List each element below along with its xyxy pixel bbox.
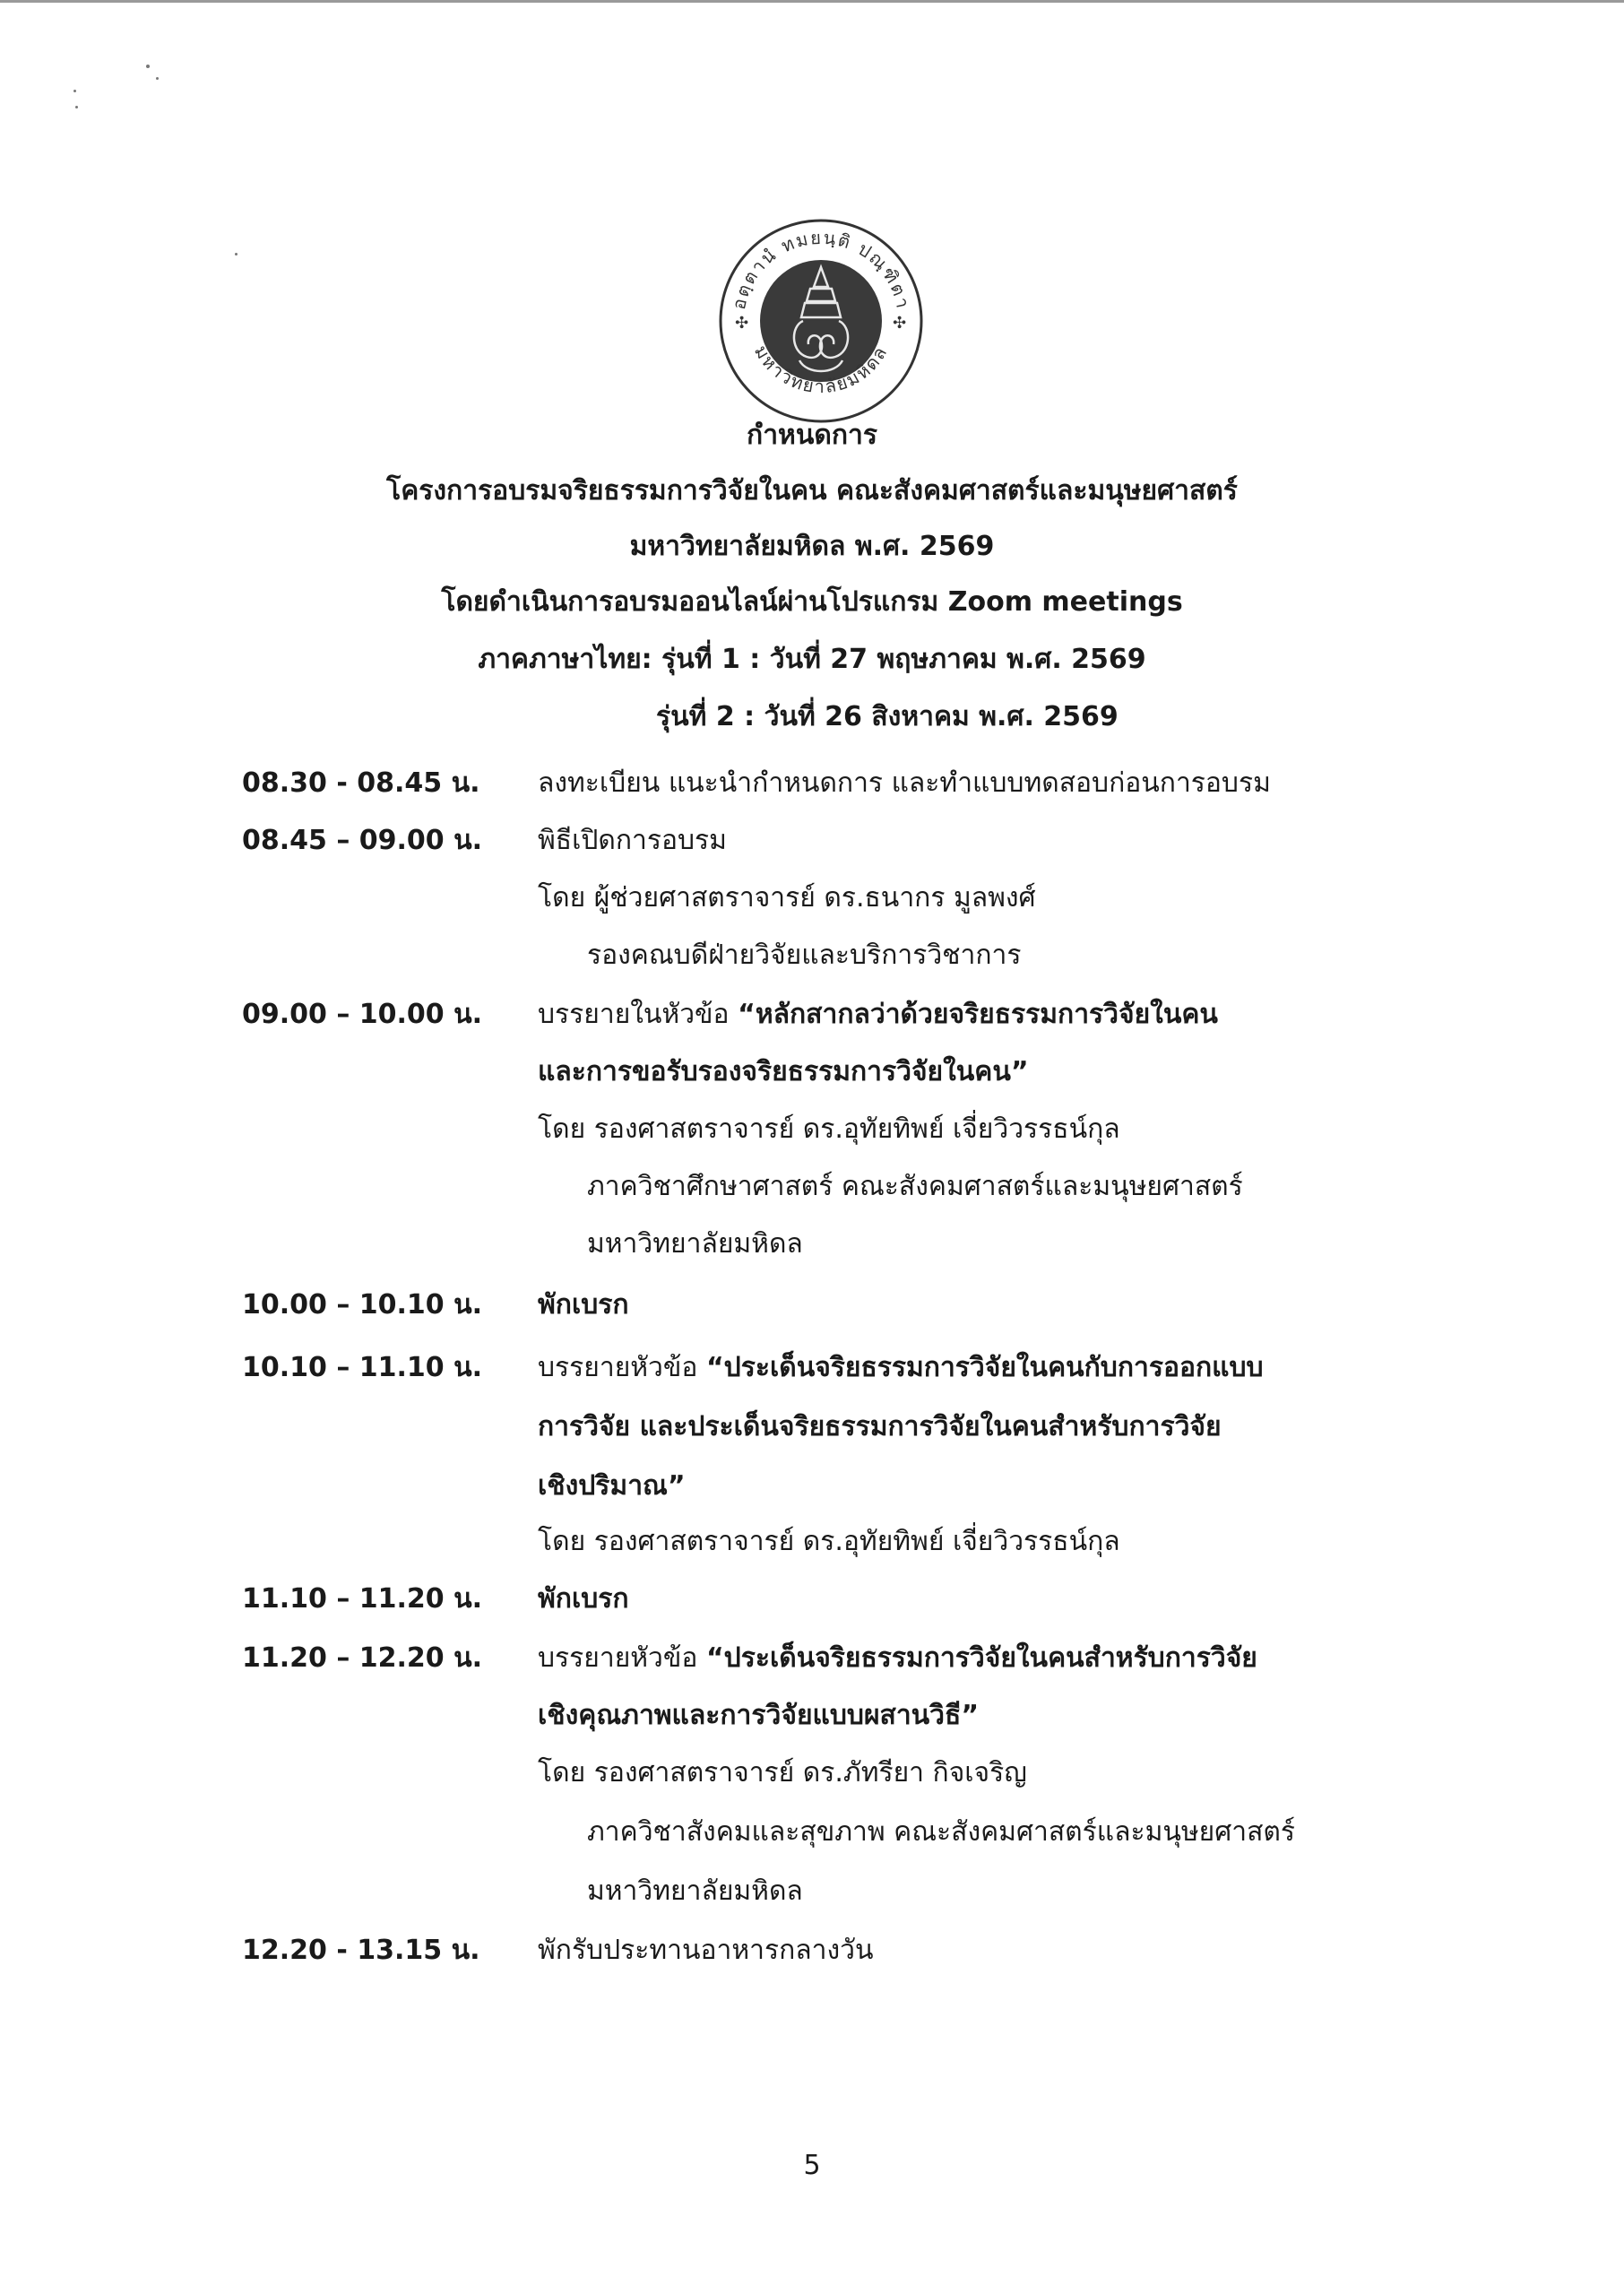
svg-text:✣: ✣ [893, 314, 907, 333]
schedule-speaker-affiliation: ภาควิชาศึกษาศาสตร์ คณะสังคมศาสตร์และมนุษยศาสตร์ [587, 1171, 1243, 1202]
lecture-topic-continued: การวิจัย และประเด็นจริยธรรมการวิจัยในคนสำหรับการวิจัย [538, 1411, 1222, 1442]
schedule-time: 10.10 – 11.10 น. [242, 1352, 483, 1383]
schedule-time: 08.30 - 08.45 น. [242, 767, 480, 799]
schedule-activity: ลงทะเบียน แนะนำกำหนดการ และทำแบบทดสอบก่อนการอบรม [538, 767, 1271, 799]
schedule-activity: พักรับประทานอาหารกลางวัน [538, 1935, 874, 1966]
schedule-time: 09.00 – 10.00 น. [242, 999, 483, 1030]
schedule-speaker: โดย ผู้ช่วยศาสตราจารย์ ดร.ธนากร มูลพงศ์ [538, 882, 1036, 914]
scan-speck [146, 65, 150, 68]
schedule-activity: พิธีเปิดการอบรม [538, 825, 727, 856]
svg-text:อตฺตานํ ทมยนฺติ ปณฺฑิตา: อตฺตานํ ทมยนฺติ ปณฺฑิตา [727, 226, 915, 312]
schedule-time: 10.00 – 10.10 น. [242, 1289, 483, 1321]
lecture-topic: “ประเด็นจริยธรรมการวิจัยในคนสำหรับการวิจัย [705, 1642, 1257, 1674]
scan-speck [235, 253, 238, 255]
schedule-speaker-affiliation: มหาวิทยาลัยมหิดล [587, 1875, 803, 1907]
header-university-year: มหาวิทยาลัยมหิดล พ.ศ. 2569 [629, 531, 995, 562]
university-seal-logo [717, 217, 925, 425]
lecture-topic: “ประเด็นจริยธรรมการวิจัยในคนกับการออกแบบ [705, 1352, 1264, 1383]
schedule-time: 08.45 – 09.00 น. [242, 825, 483, 856]
header-project-name: โครงการอบรมจริยธรรมการวิจัยในคน คณะสังคมศาสตร์และมนุษยศาสตร์ [386, 475, 1238, 507]
schedule-speaker-affiliation: รองคณบดีฝ่ายวิจัยและบริการวิชาการ [587, 940, 1022, 971]
header-delivery-mode: โดยดำเนินการอบรมออนไลน์ผ่านโปรแกรม Zoom meetings [441, 586, 1183, 618]
lecture-topic-continued: เชิงคุณภาพและการวิจัยแบบผสานวิธี” [538, 1700, 980, 1731]
schedule-speaker: โดย รองศาสตราจารย์ ดร.ภัทรียา กิจเจริญ [538, 1757, 1027, 1788]
schedule-speaker: โดย รองศาสตราจารย์ ดร.อุทัยทิพย์ เจี่ยวิวรรธน์กุล [538, 1526, 1120, 1557]
page-number: 5 [803, 2150, 821, 2181]
schedule-break: พักเบรก [538, 1583, 629, 1615]
svg-text:มหาวิทยาลัยมหิดล: มหาวิทยาลัยมหิดล [749, 341, 893, 398]
schedule-time: 11.10 – 11.20 น. [242, 1583, 483, 1615]
schedule-speaker: โดย รองศาสตราจารย์ ดร.อุทัยทิพย์ เจี่ยวิวรรธน์กุล [538, 1113, 1120, 1145]
svg-text:✣: ✣ [735, 314, 749, 333]
schedule-time: 12.20 - 13.15 น. [242, 1935, 480, 1966]
schedule-speaker-affiliation: ภาควิชาสังคมและสุขภาพ คณะสังคมศาสตร์และมนุษยศาสตร์ [587, 1816, 1296, 1848]
schedule-activity: บรรยายหัวข้อ “ประเด็นจริยธรรมการวิจัยในคนสำหรับการวิจัย [538, 1642, 1257, 1674]
header-title: กำหนดการ [747, 420, 877, 451]
lecture-topic-continued: เชิงปริมาณ” [538, 1470, 686, 1502]
schedule-speaker-affiliation: มหาวิทยาลัยมหิดล [587, 1228, 803, 1260]
scan-speck [73, 90, 76, 92]
lecture-topic: “หลักสากลว่าด้วยจริยธรรมการวิจัยในคน [738, 999, 1218, 1030]
schedule-time: 11.20 – 12.20 น. [242, 1642, 483, 1674]
scan-speck [75, 106, 78, 108]
lecture-topic-continued: และการขอรับรองจริยธรรมการวิจัยในคน” [538, 1056, 1029, 1087]
schedule-activity: บรรยายในหัวข้อ “หลักสากลว่าด้วยจริยธรรมการวิจัยในคน [538, 999, 1218, 1030]
header-session-1: ภาคภาษาไทย: รุ่นที่ 1 : วันที่ 27 พฤษภาคม พ.ศ. 2569 [478, 644, 1146, 675]
header-session-2: รุ่นที่ 2 : วันที่ 26 สิงหาคม พ.ศ. 2569 [656, 701, 1119, 732]
schedule-break: พักเบรก [538, 1289, 629, 1321]
scan-top-edge [0, 0, 1624, 3]
schedule-activity: บรรยายหัวข้อ “ประเด็นจริยธรรมการวิจัยในคนกับการออกแบบ [538, 1352, 1264, 1383]
scan-speck [156, 77, 159, 80]
